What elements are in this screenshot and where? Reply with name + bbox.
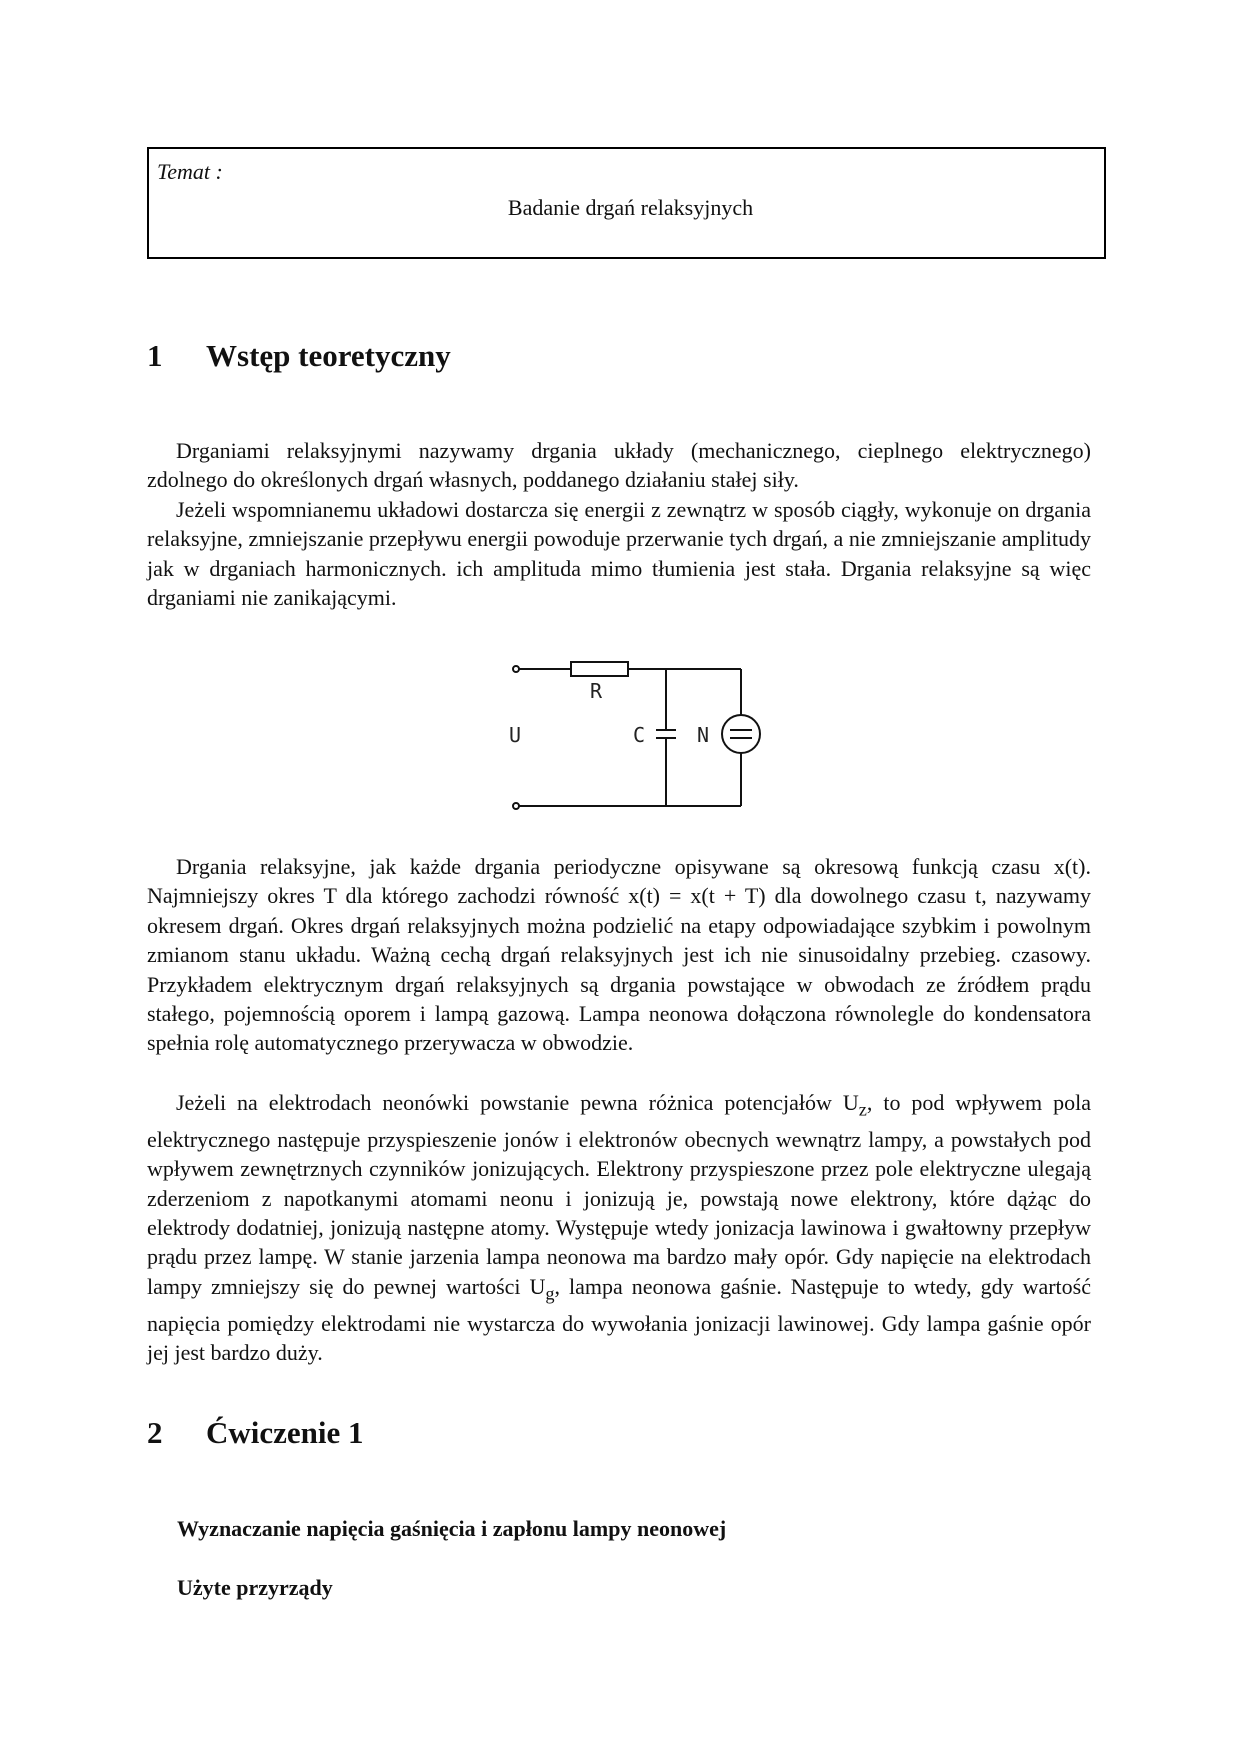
subscript-z: z (858, 1099, 867, 1120)
section-1-number: 1 (147, 338, 163, 373)
label-voltage: U (509, 723, 522, 747)
section-1-title: Wstęp teoretyczny (206, 338, 451, 373)
terminal-top (513, 666, 519, 672)
topic-label: Temat : (157, 159, 223, 184)
paragraph-3 (147, 852, 1091, 1058)
resistor (571, 662, 628, 676)
paragraph-2 (147, 495, 1091, 613)
neon-lamp-icon (722, 715, 760, 753)
paragraph-4-text-b: , to pod wpływem pola elektrycznego następuje przyspieszenie jonów i elektronów obecnych wewnątrz lampy, a powstałych pod wpływem zewnętrznych czynników jonizujących. Elektrony przyspieszone przez pole elektryczne ulegają zderzeniom z napotkanymi atomami neonu i jonizują je, powstają nowe elektrony, które dążąc do elektrody dodatniej, jonizują następne atomy. Występuje wtedy jonizacja lawinowa i gwałtowny przepływ prądu przez lampę. W stanie jarzenia lampa neonowa ma bardzo mały opór. Gdy napięcie na elektrodach lampy zmniejszy się do pewnej wartości U (147, 1090, 1091, 1299)
topic-title: Badanie drgań relaksyjnych (507, 195, 754, 220)
terminal-bottom (513, 803, 519, 809)
paragraph-1 (147, 436, 1091, 495)
label-neon: N (697, 723, 710, 747)
paragraph-1-text: Drganiami relaksyjnymi nazywamy drgania układy (mechanicznego, cieplnego elektrycznego) zdolnego do określonych drgań własnych, poddanego działaniu stałej siły. (147, 438, 1091, 493)
paragraph-2-text: Jeżeli wspomnianemu układowi dostarcza się energii z zewnątrz w sposób ciągły, wykonuje on drgania relaksyjne, zmniejszanie przepływu energii powoduje przerwanie tych drgań, a nie zmniejszanie amplitudy jak w drganiach harmonicznych. ich amplituda mimo tłumienia jest stała. Drgania relaksyjne są więc drganiami nie zanikającymi. (147, 497, 1091, 611)
topic-box (147, 147, 1106, 259)
section-2-number: 2 (147, 1415, 163, 1450)
subheading-measurement: Wyznaczanie napięcia gaśnięcia i zapłonu lampy neonowej (177, 1516, 727, 1541)
paragraph-4 (147, 1088, 1091, 1367)
section-2-title: Ćwiczenie 1 (206, 1415, 364, 1450)
section-2-heading (147, 1415, 364, 1451)
paragraph-4-text-c: , lampa neonowa gaśnie. Następuje to wtedy, gdy wartość napięcia pomiędzy elektrodami nie wystarcza do wywołania jonizacji lawinowej. Gdy lampa gaśnie opór jej jest bardzo duży. (147, 1273, 1091, 1366)
section-1-heading (147, 338, 451, 374)
paragraph-3-text: Drgania relaksyjne, jak każde drgania periodyczne opisywane są okresową funkcją czasu x(t). Najmniejszy okres T dla którego zachodzi równość x(t) = x(t + T) dla dowolnego czasu t, nazywamy okresem drgań. Okres drgań relaksyjnych można podzielić na etapy odpowiadające szybkim i powolnym zmianom stanu układu. Ważną cechą drgań relaksyjnych jest ich nie sinusoidalny przebieg. czasowy. Przykładem elektrycznym drgań relaksyjnych są drgania powstające w obwodach ze źródłem prądu stałego, pojemnością oporem i lampą gazową. Lampa neonowa dołączona równolegle do kondensatora spełnia rolę automatycznego przerywacza w obwodzie. (147, 854, 1091, 1056)
relaxation-circuit-diagram (500, 648, 770, 818)
label-resistor: R (590, 679, 603, 703)
subheading-instruments: Użyte przyrządy (177, 1575, 333, 1600)
label-capacitor: C (633, 723, 646, 747)
subscript-g: g (545, 1283, 555, 1304)
paragraph-4-text-a: Jeżeli na elektrodach neonówki powstanie pewna różnica potencjałów U (176, 1090, 859, 1115)
